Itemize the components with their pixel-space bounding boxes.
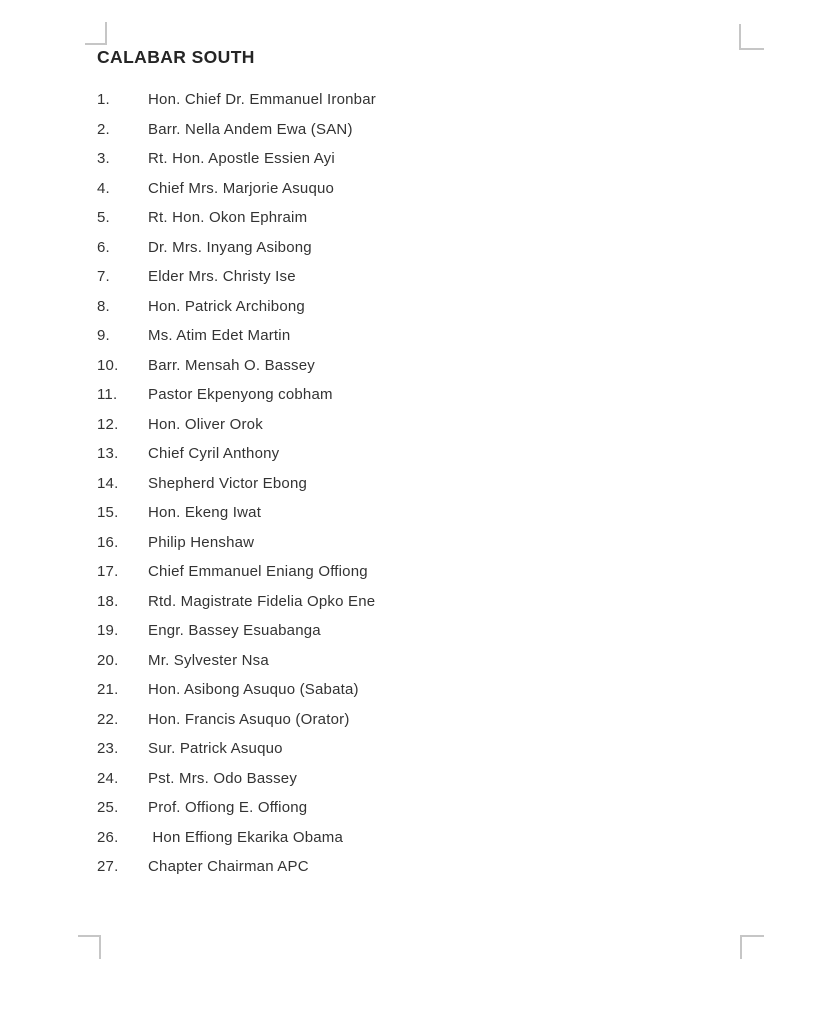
list-item-name: Hon. Chief Dr. Emmanuel Ironbar (148, 91, 376, 109)
list-item-name: Hon. Oliver Orok (148, 415, 263, 433)
list-item-name: Engr. Bassey Esuabanga (148, 622, 321, 640)
list-item-number: 19. (97, 622, 119, 640)
list-item-name: Mr. Sylvester Nsa (148, 651, 269, 669)
list-item-name: Dr. Mrs. Inyang Asibong (148, 238, 312, 256)
list-item-name: Chief Emmanuel Eniang Offiong (148, 563, 368, 581)
list-item (97, 321, 717, 351)
list-item (97, 823, 717, 853)
list-item-number: 2. (97, 120, 110, 138)
list-item (97, 233, 717, 263)
list-item (97, 587, 717, 617)
list-item-name: Hon. Patrick Archibong (148, 297, 305, 315)
list-item (97, 557, 717, 587)
list-item (97, 705, 717, 735)
list-item (97, 764, 717, 794)
list-item (97, 292, 717, 322)
list-item-name: Ms. Atim Edet Martin (148, 327, 291, 345)
list-item (97, 380, 717, 410)
list-item (97, 351, 717, 381)
list-item-number: 16. (97, 533, 119, 551)
list-item-name: Rt. Hon. Okon Ephraim (148, 209, 308, 227)
list-item-name: Hon. Ekeng Iwat (148, 504, 262, 522)
list-item (97, 115, 717, 145)
list-item (97, 144, 717, 174)
list-item-number: 13. (97, 445, 119, 463)
page-title: CALABAR SOUTH (97, 47, 255, 67)
list-item-name: Philip Henshaw (148, 533, 255, 551)
list-item-number: 6. (97, 238, 110, 256)
corner-mark-bottom-right (740, 935, 764, 959)
list-item (97, 528, 717, 558)
list-item-number: 8. (97, 297, 110, 315)
list-item-number: 18. (97, 592, 119, 610)
list-item (97, 174, 717, 204)
list-item-name: Elder Mrs. Christy Ise (148, 268, 296, 286)
list-item-name: Prof. Offiong E. Offiong (148, 799, 308, 817)
list-item-number: 1. (97, 91, 110, 109)
list-item-number: 21. (97, 681, 119, 699)
list-item-name: Hon. Asibong Asuquo (Sabata) (148, 681, 359, 699)
list-item (97, 410, 717, 440)
list-item-name: Pst. Mrs. Odo Bassey (148, 769, 298, 787)
list-item (97, 734, 717, 764)
list-item-number: 20. (97, 651, 119, 669)
list-item-name: Barr. Nella Andem Ewa (SAN) (148, 120, 353, 138)
list-item-number: 10. (97, 356, 119, 374)
list-item (97, 469, 717, 499)
list-item (97, 262, 717, 292)
list-item-number: 9. (97, 327, 110, 345)
list-item-name: Shepherd Victor Ebong (148, 474, 308, 492)
list-item-name: Chief Mrs. Marjorie Asuquo (148, 179, 335, 197)
list-item-name: Rt. Hon. Apostle Essien Ayi (148, 150, 335, 168)
list-item (97, 616, 717, 646)
list-item (97, 85, 717, 115)
list-item-number: 7. (97, 268, 110, 286)
list-item (97, 439, 717, 469)
list-item-number: 17. (97, 563, 119, 581)
list-item-number: 12. (97, 415, 119, 433)
list-item (97, 646, 717, 676)
list-item (97, 675, 717, 705)
list-item-number: 15. (97, 504, 119, 522)
corner-mark-top-right (739, 24, 764, 50)
list-item (97, 498, 717, 528)
list-item-name: Pastor Ekpenyong cobham (148, 386, 333, 404)
list-item-name: Barr. Mensah O. Bassey (148, 356, 315, 374)
list-item-name: Hon Effiong Ekarika Obama (148, 828, 344, 846)
delegate-list (97, 85, 717, 882)
list-item-number: 24. (97, 769, 119, 787)
list-item-number: 3. (97, 150, 110, 168)
list-item-number: 22. (97, 710, 119, 728)
list-item (97, 793, 717, 823)
list-item-name: Rtd. Magistrate Fidelia Opko Ene (148, 592, 376, 610)
list-item-number: 23. (97, 740, 119, 758)
list-item-name: Chief Cyril Anthony (148, 445, 280, 463)
list-item-number: 4. (97, 179, 110, 197)
corner-mark-bottom-left (78, 935, 101, 959)
list-item-name: Hon. Francis Asuquo (Orator) (148, 710, 350, 728)
list-item-name: Chapter Chairman APC (148, 858, 309, 876)
list-item-number: 25. (97, 799, 119, 817)
list-item (97, 852, 717, 882)
list-item-name: Sur. Patrick Asuquo (148, 740, 283, 758)
list-item-number: 11. (97, 386, 118, 404)
list-item-number: 14. (97, 474, 119, 492)
corner-mark-top-left (85, 22, 107, 45)
list-item-number: 5. (97, 209, 110, 227)
list-item (97, 203, 717, 233)
list-item-number: 26. (97, 828, 119, 846)
list-item-number: 27. (97, 858, 119, 876)
